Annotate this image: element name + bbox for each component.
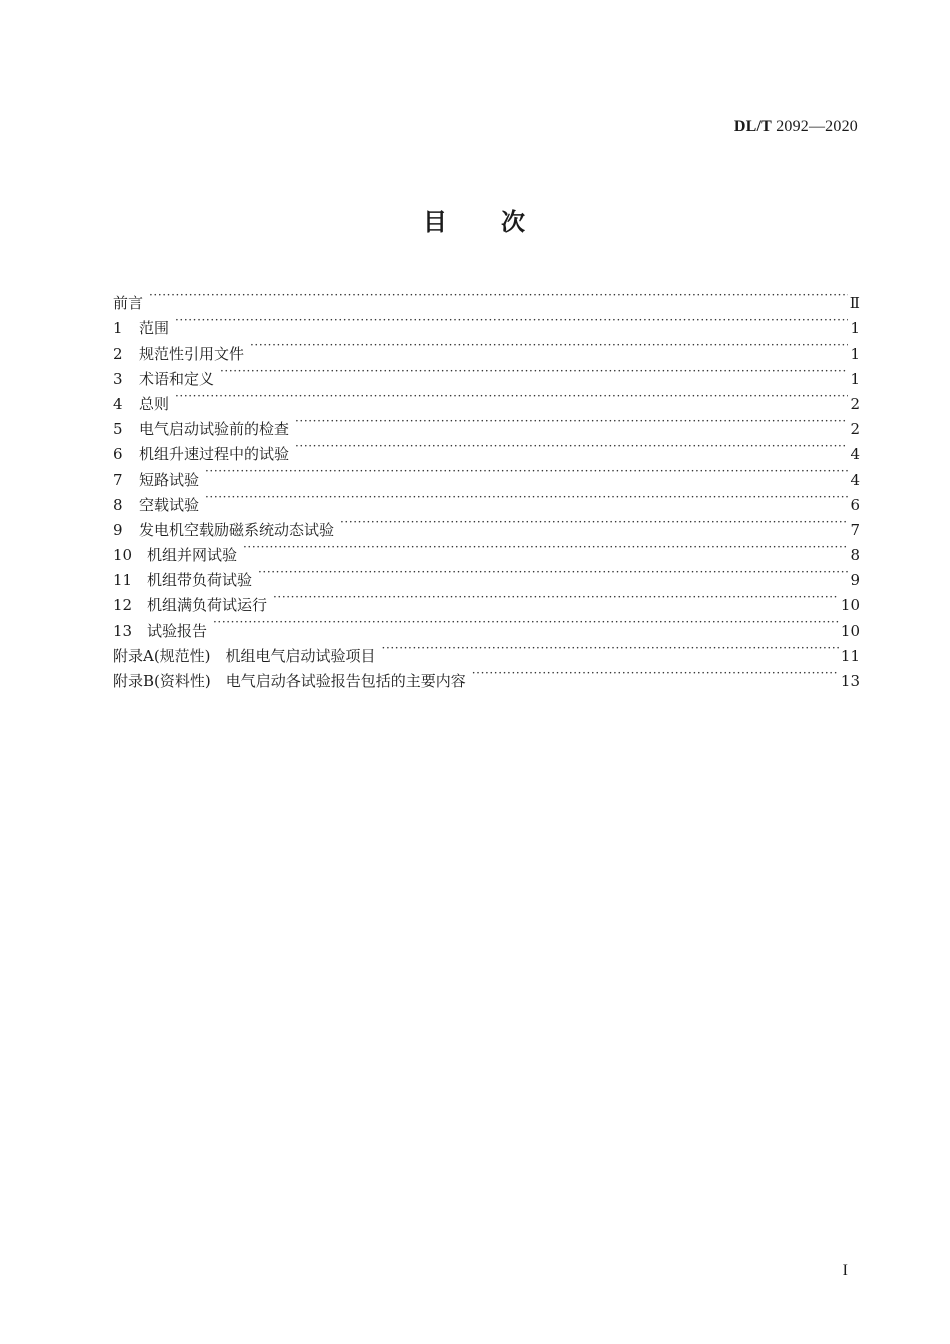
toc-entry[interactable] [113,308,860,338]
toc-entry-number: 3 [113,369,123,388]
document-code [734,118,858,136]
toc-entry-label: 电气启动试验前的检查 [139,420,290,439]
toc-leader-dots [205,485,848,510]
toc-entry-label: 空载试验 [139,495,200,514]
toc-entry-label: 术语和定义 [139,369,215,388]
toc-entry-page: 4 [850,470,860,489]
toc-entry-page: 2 [850,420,860,439]
toc-entry-number: 10 [113,546,133,565]
toc-entry-page: 6 [850,495,860,514]
toc-entry-label: 机组满负荷试运行 [147,596,268,615]
toc-leader-dots [295,434,848,459]
toc-entry-page: 1 [850,369,860,388]
table-of-contents [113,283,860,690]
toc-entry-page: 10 [840,596,860,615]
toc-entry-label: 机组带负荷试验 [147,571,253,590]
toc-entry-page: 11 [840,646,860,665]
toc-entry-number: 13 [113,621,133,640]
document-code-number: 2092—2020 [776,118,858,135]
toc-entry-label: 总则 [139,394,170,413]
toc-entry-label: 短路试验 [139,470,200,489]
toc-leader-dots [149,283,848,308]
toc-leader-dots [243,535,848,560]
toc-entry-label: 附录B(资料性) 电气启动各试验报告包括的主要内容 [113,672,466,690]
toc-entry-page: 8 [850,546,860,565]
toc-entry-page: Ⅱ [849,294,860,313]
footer-page-number: I [842,1262,848,1279]
toc-leader-dots [175,384,848,409]
toc-entry-number: 2 [113,344,123,363]
toc-leader-dots [295,409,848,434]
toc-entry[interactable] [113,384,860,413]
toc-leader-dots [258,560,848,585]
toc-entry-page: 7 [850,520,860,539]
toc-leader-dots [220,359,848,384]
toc-leader-dots [175,308,848,333]
toc-leader-dots [205,459,848,484]
toc-entry-label: 机组并网试验 [147,546,238,565]
toc-entry-page: 10 [840,621,860,640]
toc-entry-number: 4 [113,394,123,413]
toc-entry-number: 5 [113,420,123,439]
toc-entry-label: 规范性引用文件 [139,344,245,363]
toc-leader-dots [472,661,839,686]
toc-entry-number: 12 [113,596,133,615]
toc-entry-number: 8 [113,495,123,514]
toc-entry-number: 11 [113,571,133,590]
toc-entry[interactable] [113,485,860,514]
toc-entry[interactable] [113,333,860,363]
toc-leader-dots [250,333,848,358]
toc-entry-label: 发电机空载励磁系统动态试验 [139,520,335,539]
page-title [0,202,950,237]
document-code-prefix: DL/T [733,118,772,135]
toc-entry-label: 机组升速过程中的试验 [139,445,290,464]
toc-leader-dots [273,585,839,610]
toc-entry[interactable] [113,636,860,665]
toc-entry[interactable] [113,459,860,489]
toc-entry[interactable] [113,283,860,313]
toc-entry[interactable] [113,359,860,388]
page-title-char-1: 目 [423,208,449,236]
toc-entry-page: 2 [850,394,860,413]
toc-entry-label: 范围 [139,319,170,338]
toc-entry[interactable] [113,510,860,539]
toc-entry-page: 13 [840,672,860,690]
toc-entry-number: 9 [113,520,123,539]
page-title-char-2: 次 [501,208,527,236]
toc-entry[interactable] [113,409,860,439]
toc-entry-label: 附录A(规范性) 机组电气启动试验项目 [113,646,376,665]
toc-entry-number: 7 [113,470,123,489]
toc-entry-page: 9 [850,571,860,590]
toc-entry-page: 4 [850,445,860,464]
toc-leader-dots [382,636,839,661]
toc-entry-number: 1 [113,319,123,338]
toc-entry-page: 1 [850,344,860,363]
toc-entry-label: 前言 [113,294,144,313]
toc-leader-dots [213,610,839,635]
toc-entry-number: 6 [113,445,123,464]
toc-leader-dots [340,510,848,535]
toc-entry-page: 1 [850,319,860,338]
toc-entry[interactable] [113,610,860,640]
toc-entry-label: 试验报告 [147,621,208,640]
